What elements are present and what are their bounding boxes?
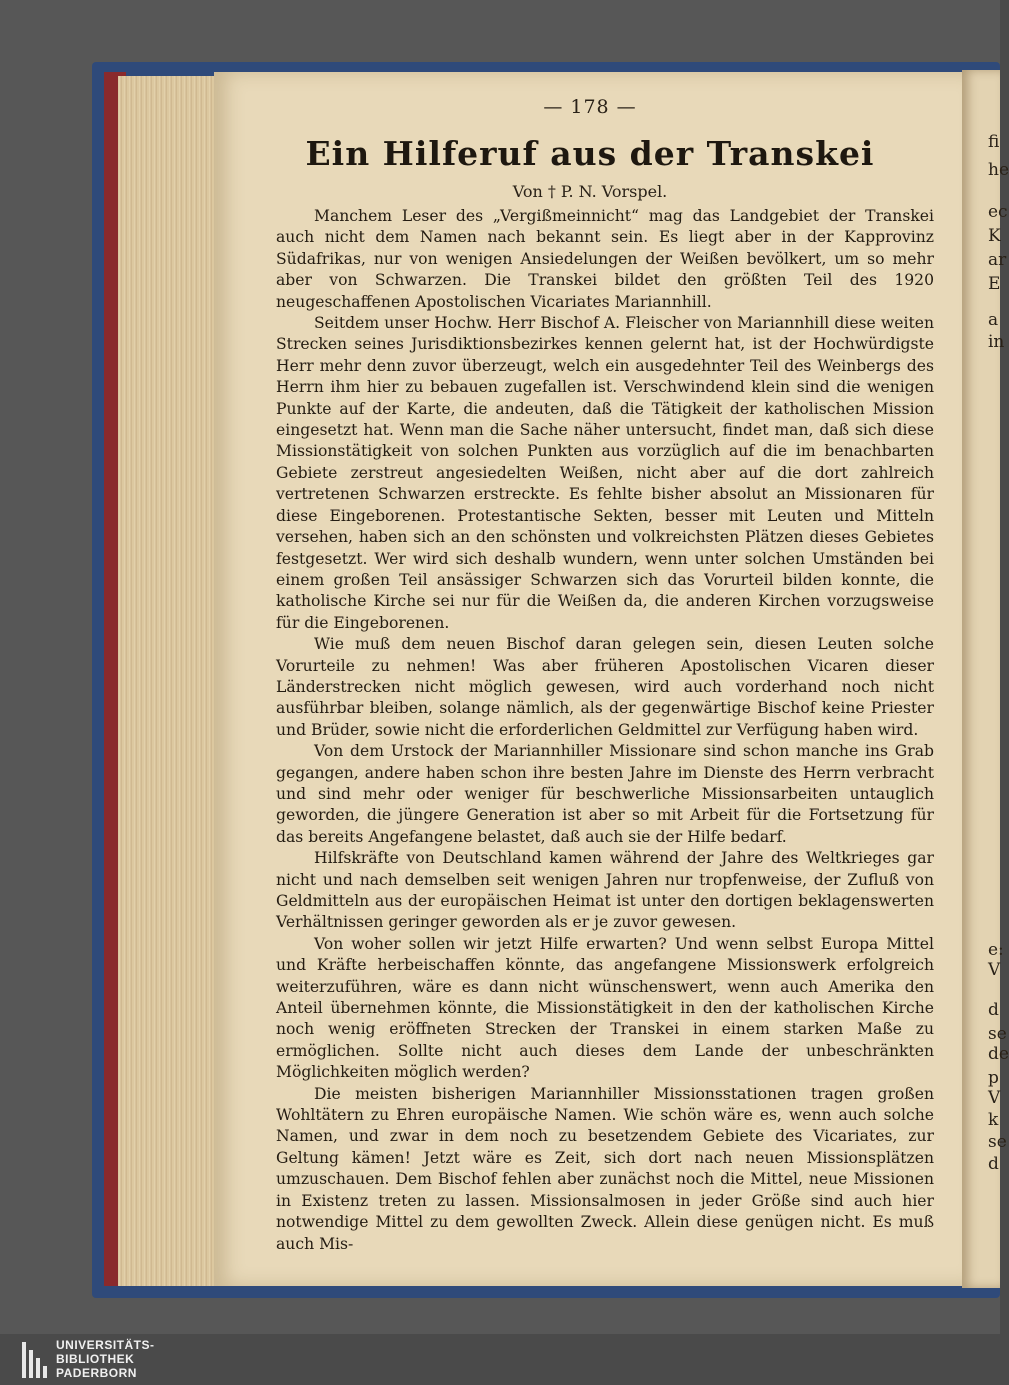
facing-fragment: k: [988, 1110, 999, 1130]
facing-fragment: d: [988, 1154, 999, 1174]
library-logo-icon: [22, 1342, 52, 1378]
facing-fragment: in: [988, 332, 1005, 352]
paragraph: Die meisten bisherigen Mariannhiller Missionsstationen tragen großen Wohltätern zu Ehren europäische Namen. Wie schön wäre es, wenn auch solche Namen, und zwar in dem noch zu besetzendem Gebiete des Vicariates, zur Geltung kämen! Jetzt wäre es Zeit, sich dort nach neuen Missionsplätzen umzuschauen. Dem Bischof fehlen aber zunächst noch die Mittel, neue Missionen in Existenz treten zu lassen. Missionsalmosen in jeder Größe sind auch hier notwendige Mittel zu dem gewollten Zweck. Allein diese genügen nicht. Es muß auch Mis-: [276, 1084, 934, 1253]
facing-fragment: K: [988, 226, 1001, 246]
facing-fragment: E: [988, 274, 1001, 294]
facing-fragment: V: [988, 1088, 1001, 1108]
paragraph: Von dem Urstock der Mariannhiller Missionare sind schon manche ins Grab gegangen, andere haben schon ihre besten Jahre im Dienste des Herrn verbracht und sind mehr oder weniger für beschwerliche Missionsarbeiten untauglich geworden, die jüngere Generation ist aber so mit Arbeit für die Fortsetzung für das bereits Angefangene belastet, daß auch sie der Hilfe bedarf.: [276, 742, 934, 846]
facing-fragment: he: [988, 160, 1009, 180]
paragraph: Von woher sollen wir jetzt Hilfe erwarten? Und wenn selbst Europa Mittel und Kräfte herbeischaffen könnte, das angefangene Missionswerk erfolgreich weiterzuführen, wäre es dann nicht wünschenswert, wenn auch Amerika den Anteil übernehmen könnte, die Missionstätigkeit in den der katholischen Kirche noch wenig eröffneten Strecken der Transkei in einem starken Maße zu ermöglichen. Sollte nicht auch dieses dem Lande der unbeschränkten Möglichkeiten möglich werden?: [276, 934, 934, 1082]
facing-fragment: fi: [988, 132, 1000, 152]
library-footer: [0, 1334, 1000, 1385]
article-body: [276, 206, 934, 1255]
paragraph: Seitdem unser Hochw. Herr Bischof A. Fleischer von Mariannhill diese weiten Strecken seines Jurisdiktionsbezirkes kennen gelernt hat, ist der Hochwürdigste Herr mehr denn zuvor überzeugt, welch ein ausgedehnter Teil des Weinbergs des Herrn ihm hier zu bebauen zugefallen ist. Verschwindend klein sind die wenigen Punkte auf der Karte, die andeuten, daß die Tätigkeit der katholischen Mission eingesetzt hat. Wenn man die Sache näher untersucht, findet man, daß sich diese Missionstätigkeit von solchen Punkten aus vorzüglich auf die im benachbarten Gebiete zerstreut angesiedelten Weißen, nicht aber auf die dort zahlreich vertretenen Schwarzen erstreckte. Es fehlte bisher absolut an Missionaren für diese Eingeborenen. Protestantische Sekten, besser mit Leuten und Mitteln versehen, haben sich an den schönsten und volkreichsten Plätzen dieses Gebietes festgesetzt. Wer wird sich deshalb wundern, wenn unter solchen Umständen bei einem großen Teil ansässiger Schwarzen sich das Vorurteil bilden konnte, die katholische Kirche sei nur für die Weißen da, die anderen Kirchen vorzugsweise für die Eingeborenen.: [276, 314, 934, 632]
facing-fragment: se: [988, 1132, 1007, 1152]
facing-fragment: p: [988, 1068, 999, 1088]
facing-fragment: ar: [988, 250, 1007, 270]
facing-fragment: de: [988, 1044, 1009, 1064]
facing-fragment: e:: [988, 940, 1004, 960]
article-title: Ein Hilferuf aus der Transkei: [305, 134, 875, 173]
article-byline: Von † P. N. Vorspel.: [512, 182, 668, 201]
paragraph: Wie muß dem neuen Bischof daran gelegen sein, diesen Leuten solche Vorurteile zu nehmen! Was aber früheren Apostolischen Vicaren dieser Länderstrecken nicht möglich gewesen, wird auch vorderhand noch nicht ausführbar bleiben, solange nämlich, als der gegenwärtige Bischof keine Priester und Brüder, sowie nicht die erforderlichen Geldmittel zur Verfügung haben wird.: [276, 635, 934, 739]
facing-fragment: a: [988, 310, 999, 330]
facing-page: [962, 70, 1009, 1288]
book-page: [214, 72, 966, 1286]
logo-line: UNIVERSITÄTS-: [56, 1338, 155, 1352]
facing-fragment: V: [988, 960, 1001, 980]
paragraph: Manchem Leser des „Vergißmeinnicht“ mag das Landgebiet der Transkei auch nicht dem Namen nach bekannt sein. Es liegt aber in der Kapprovinz Südafrikas, nur von wenigen Ansiedelungen der Weißen bevölkert, um so mehr aber von Schwarzen. Die Transkei bildet den größten Teil des 1920 neugeschaffenen Apostolischen Vicariates Mariannhill.: [276, 207, 934, 311]
facing-fragment: se: [988, 1024, 1007, 1044]
logo-line: BIBLIOTHEK: [56, 1352, 135, 1366]
paragraph: Hilfskräfte von Deutschland kamen während der Jahre des Weltkrieges gar nicht und nach demselben seit wenigen Jahren nur tropfenweise, der Zufluß von Geldmitteln aus der europäischen Heimat ist unter den dortigen beklagenswerten Verhältnissen geringer geworden als er je zuvor gewesen.: [276, 849, 934, 932]
facing-fragment: d: [988, 1000, 999, 1020]
logo-line: PADERBORN: [56, 1366, 137, 1380]
page-block-edges: [118, 76, 218, 1286]
facing-fragment: ec: [988, 202, 1008, 222]
library-logo-text: [56, 1338, 155, 1380]
page-number: — 178 —: [543, 96, 637, 118]
